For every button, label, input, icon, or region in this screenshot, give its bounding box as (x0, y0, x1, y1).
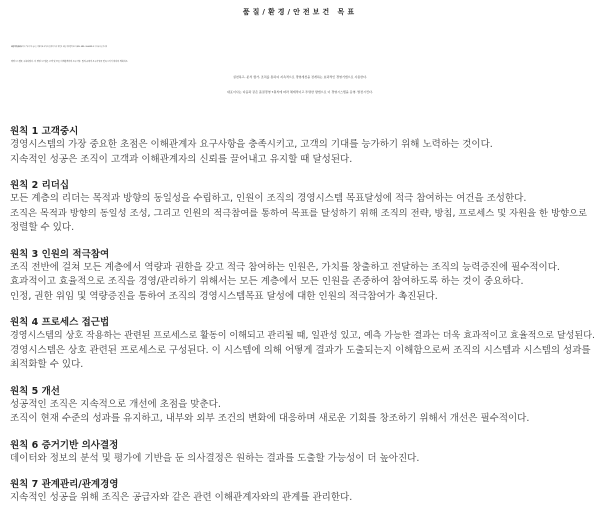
company-name: 대선아이넷(주) (11, 47, 22, 48)
principle-heading: 원칙 1 고객중시 (10, 126, 79, 137)
principle-5 (10, 385, 595, 427)
principle-line: 조직 전반에 걸쳐 모든 계층에서 역량과 권한을 갖고 적극 참여하는 인원은, 가치를 창출하고 전달하는 조직의 능력증진에 필수적이다. (10, 261, 560, 273)
principles-list (10, 125, 595, 518)
principle-line: 경영시스템의 상호 작용하는 관련된 프로세스로 활동이 이해되고 관리될 때, 일관성 있고, 예측 가능한 결과는 더욱 효과적이고 효율적으로 달성된다. (10, 331, 595, 341)
page-title: 품질/환경/안전보건 목표 (242, 8, 358, 16)
principle-body (10, 138, 595, 167)
intro-line-3: 실천하고, 분석 생가, 조치를 통하여 지속적으로 경영개선을 전개하는 효과적인 경영기법으로 사용한다. (232, 75, 368, 79)
principle-heading: 원칙 3 인원의 적극참여 (10, 248, 110, 260)
principle-heading: 원칙 6 증거기반 의사결정 (10, 439, 119, 451)
principle-line: 인정, 권한 위임 및 역량증진을 통하여 조직의 경영시스템목표 달성에 대한 인원의 적극참여가 촉진된다. (10, 290, 438, 302)
principle-line: 효과적이고 효율적으로 조직을 경영/관리하기 위해서는 모든 계층에서 모든 인원을 존중하여 참여하도록 하는 것이 중요하다. (10, 276, 524, 287)
principle-7 (10, 478, 595, 506)
principle-line: 지속적인 성공을 위해 조직은 공급자와 같은 관련 이해관계자와의 관계를 관리한다. (10, 492, 353, 503)
principle-line: 정렬할 수 있다. (10, 222, 75, 233)
principle-body (10, 329, 595, 373)
intro-line-4: 대표이사는 다음과 같은 품질경영 7원칙에 따라 체계적이고 투명한 방법으로 이 경영시스템을 운영. 발전시킨다. (227, 90, 373, 94)
principle-1 (10, 125, 595, 167)
principle-heading: 원칙 5 개선 (10, 385, 60, 397)
principle-line: 성공적인 조직은 지속적으로 개선에 초점을 맞춘다. (10, 398, 221, 410)
intro-line-2: 경영시스템을 구축하였다. 이 경영시스템은 고객 및 모든 이해관계자의 요구사항, 법적,규제적 요구사항을 만족시키기 위하여 계획하고, (11, 61, 129, 63)
principle-body (10, 398, 595, 427)
principle-heading: 원칙 7 관계관리/관계경영 (10, 479, 119, 490)
intro-paragraph (0, 40, 600, 100)
intro-line-1 (0, 40, 600, 55)
principle-line: 경영시스템은 상호 관련된 프로세스로 구성된다. 이 시스템에 의해 어떻게 결과가 도출되는지 이해함으로써 조직의 시스템과 시스템의 성과를 (10, 344, 591, 356)
principle-line: 데이터와 정보의 분석 및 평가에 기반을 둔 의사결정은 원하는 결과를 도출할 가능성이 더 높아진다. (10, 452, 420, 464)
principle-line: 경영시스템의 가장 중요한 초점은 이해관계자 요구사항을 충족시키고, 고객의 기대를 능가하기 위해 노력하는 것이다. (10, 139, 493, 150)
principle-line: 최적화할 수 있다. (10, 359, 84, 370)
intro-line-1-text: (이하 "당사"라 함.)는 경영목표 달성과 안정적 지속 발전을 위한 경영전략으로 QMS, EMS, OH&SMS 요구사항에 근거하여 (21, 47, 108, 48)
principle-heading: 원칙 4 프로세스 접근법 (10, 317, 110, 328)
principle-line: 조직은 목적과 방향의 동일성 조성, 그리고 인원의 적극참여를 통하여 목표를 달성하기 위해 조직의 전략, 방침, 프로세스 및 자원을 한 방향으로 (10, 207, 587, 219)
principle-2 (10, 179, 595, 236)
principle-4 (10, 316, 595, 373)
principle-body (10, 192, 595, 236)
principle-3 (10, 248, 595, 305)
principle-6 (10, 439, 595, 467)
principle-line: 지속적인 성공은 조직이 고객과 이해관계자의 신뢰를 끌어내고 유지할 때 달성된다. (10, 153, 353, 165)
principle-body (10, 261, 595, 305)
principle-heading: 원칙 2 리더십 (10, 180, 70, 191)
principle-line: 모든 계층의 리더는 목적과 방향의 동일성을 수립하고, 인원이 조직의 경영시스템 목표달성에 적극 참여하는 여건을 조성한다. (10, 193, 527, 204)
principle-body (10, 491, 595, 506)
principle-line: 조직이 현재 수준의 성과를 유지하고, 내부와 외부 조건의 변화에 대응하며 새로운 기회를 창조하기 위해서 개선은 필수적이다. (10, 413, 530, 424)
principle-body (10, 452, 595, 467)
